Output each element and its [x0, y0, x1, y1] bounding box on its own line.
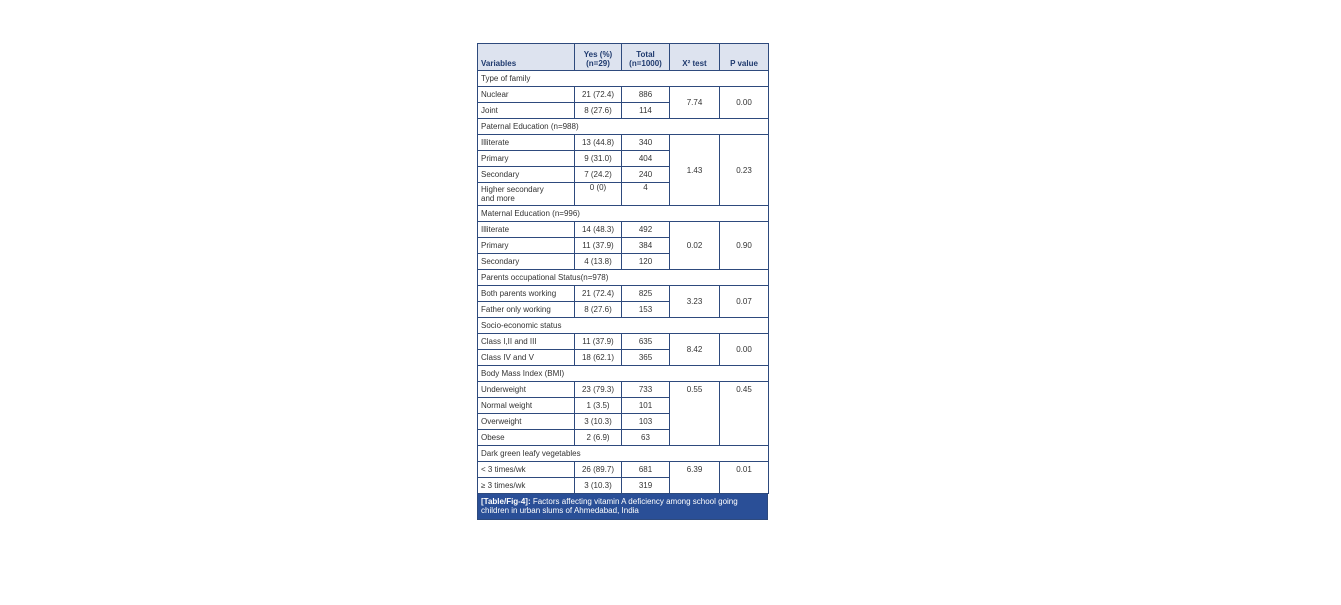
- yes-percent-cell: 26 (89.7): [575, 462, 622, 478]
- header-p-value: P value: [720, 44, 769, 71]
- variable-label: Secondary: [478, 167, 575, 183]
- variable-label: Higher secondary and more: [478, 183, 575, 206]
- table-row: [478, 87, 769, 103]
- p-value-cell: 0.23: [720, 135, 769, 206]
- total-cell: 384: [622, 238, 670, 254]
- total-cell: 4: [622, 183, 670, 206]
- variable-label: Obese: [478, 430, 575, 446]
- section-title: Maternal Education (n=996): [478, 206, 769, 222]
- caption-text: Factors affecting vitamin A deficiency among school going children in urban slums of Ahmedabad, India: [481, 497, 738, 515]
- total-cell: 340: [622, 135, 670, 151]
- yes-percent-cell: 9 (31.0): [575, 151, 622, 167]
- total-cell: 103: [622, 414, 670, 430]
- chi-square-cell: 8.42: [670, 334, 720, 366]
- chi-square-cell: 1.43: [670, 135, 720, 206]
- total-cell: 120: [622, 254, 670, 270]
- total-cell: 492: [622, 222, 670, 238]
- total-cell: 886: [622, 87, 670, 103]
- yes-percent-cell: 21 (72.4): [575, 286, 622, 302]
- section-title: Body Mass Index (BMI): [478, 366, 769, 382]
- variable-label: Overweight: [478, 414, 575, 430]
- variable-label: Illiterate: [478, 135, 575, 151]
- total-cell: 733: [622, 382, 670, 398]
- variable-label: Illiterate: [478, 222, 575, 238]
- yes-percent-cell: 7 (24.2): [575, 167, 622, 183]
- table-row: [478, 382, 769, 398]
- table-row: [478, 135, 769, 151]
- header-chi-square: X² test: [670, 44, 720, 71]
- variable-label: ≥ 3 times/wk: [478, 478, 575, 494]
- variable-label: Class I,II and III: [478, 334, 575, 350]
- variable-label: Father only working: [478, 302, 575, 318]
- yes-percent-cell: 8 (27.6): [575, 103, 622, 119]
- variable-label: Underweight: [478, 382, 575, 398]
- table-row: [478, 222, 769, 238]
- section-title: Socio-economic status: [478, 318, 769, 334]
- variable-label: Primary: [478, 238, 575, 254]
- yes-percent-cell: 18 (62.1): [575, 350, 622, 366]
- caption-label: [Table/Fig-4]:: [481, 497, 531, 506]
- section-title: Type of family: [478, 71, 769, 87]
- total-cell: 153: [622, 302, 670, 318]
- header-yes: Yes (%) (n=29): [575, 44, 622, 71]
- total-cell: 365: [622, 350, 670, 366]
- yes-percent-cell: 13 (44.8): [575, 135, 622, 151]
- p-value-cell: 0.00: [720, 334, 769, 366]
- variable-label: Secondary: [478, 254, 575, 270]
- yes-percent-cell: 0 (0): [575, 183, 622, 206]
- section-title: Dark green leafy vegetables: [478, 446, 769, 462]
- yes-percent-cell: 8 (27.6): [575, 302, 622, 318]
- p-value-cell: 0.01: [720, 462, 769, 494]
- p-value-cell: 0.00: [720, 87, 769, 119]
- chi-square-cell: 0.02: [670, 222, 720, 270]
- chi-square-cell: 3.23: [670, 286, 720, 318]
- variable-label: Both parents working: [478, 286, 575, 302]
- total-cell: 114: [622, 103, 670, 119]
- variable-label: Joint: [478, 103, 575, 119]
- section-title: Paternal Education (n=988): [478, 119, 769, 135]
- variable-label: Class IV and V: [478, 350, 575, 366]
- p-value-cell: 0.07: [720, 286, 769, 318]
- total-cell: 63: [622, 430, 670, 446]
- header-total: Total (n=1000): [622, 44, 670, 71]
- table-caption: [477, 494, 768, 520]
- chi-square-cell: 6.39: [670, 462, 720, 494]
- table-row: [478, 334, 769, 350]
- yes-percent-cell: 3 (10.3): [575, 478, 622, 494]
- table-body: [478, 71, 769, 494]
- total-cell: 825: [622, 286, 670, 302]
- yes-percent-cell: 2 (6.9): [575, 430, 622, 446]
- yes-percent-cell: 21 (72.4): [575, 87, 622, 103]
- chi-square-cell: 0.55: [670, 382, 720, 446]
- section-header-row: [478, 119, 769, 135]
- table-header-row: [478, 44, 769, 71]
- section-header-row: [478, 366, 769, 382]
- section-title: Parents occupational Status(n=978): [478, 270, 769, 286]
- yes-percent-cell: 1 (3.5): [575, 398, 622, 414]
- total-cell: 319: [622, 478, 670, 494]
- total-cell: 681: [622, 462, 670, 478]
- yes-percent-cell: 3 (10.3): [575, 414, 622, 430]
- total-cell: 240: [622, 167, 670, 183]
- section-header-row: [478, 446, 769, 462]
- total-cell: 404: [622, 151, 670, 167]
- table-row: [478, 286, 769, 302]
- yes-percent-cell: 4 (13.8): [575, 254, 622, 270]
- p-value-cell: 0.90: [720, 222, 769, 270]
- variable-label: Nuclear: [478, 87, 575, 103]
- results-table: [477, 43, 769, 494]
- yes-percent-cell: 14 (48.3): [575, 222, 622, 238]
- variable-label: Primary: [478, 151, 575, 167]
- results-table-container: [477, 43, 768, 520]
- section-header-row: [478, 206, 769, 222]
- header-variables: Variables: [478, 44, 575, 71]
- table-row: [478, 462, 769, 478]
- section-header-row: [478, 270, 769, 286]
- total-cell: 101: [622, 398, 670, 414]
- variable-label: < 3 times/wk: [478, 462, 575, 478]
- yes-percent-cell: 23 (79.3): [575, 382, 622, 398]
- variable-label: Normal weight: [478, 398, 575, 414]
- section-header-row: [478, 71, 769, 87]
- section-header-row: [478, 318, 769, 334]
- yes-percent-cell: 11 (37.9): [575, 238, 622, 254]
- yes-percent-cell: 11 (37.9): [575, 334, 622, 350]
- total-cell: 635: [622, 334, 670, 350]
- chi-square-cell: 7.74: [670, 87, 720, 119]
- p-value-cell: 0.45: [720, 382, 769, 446]
